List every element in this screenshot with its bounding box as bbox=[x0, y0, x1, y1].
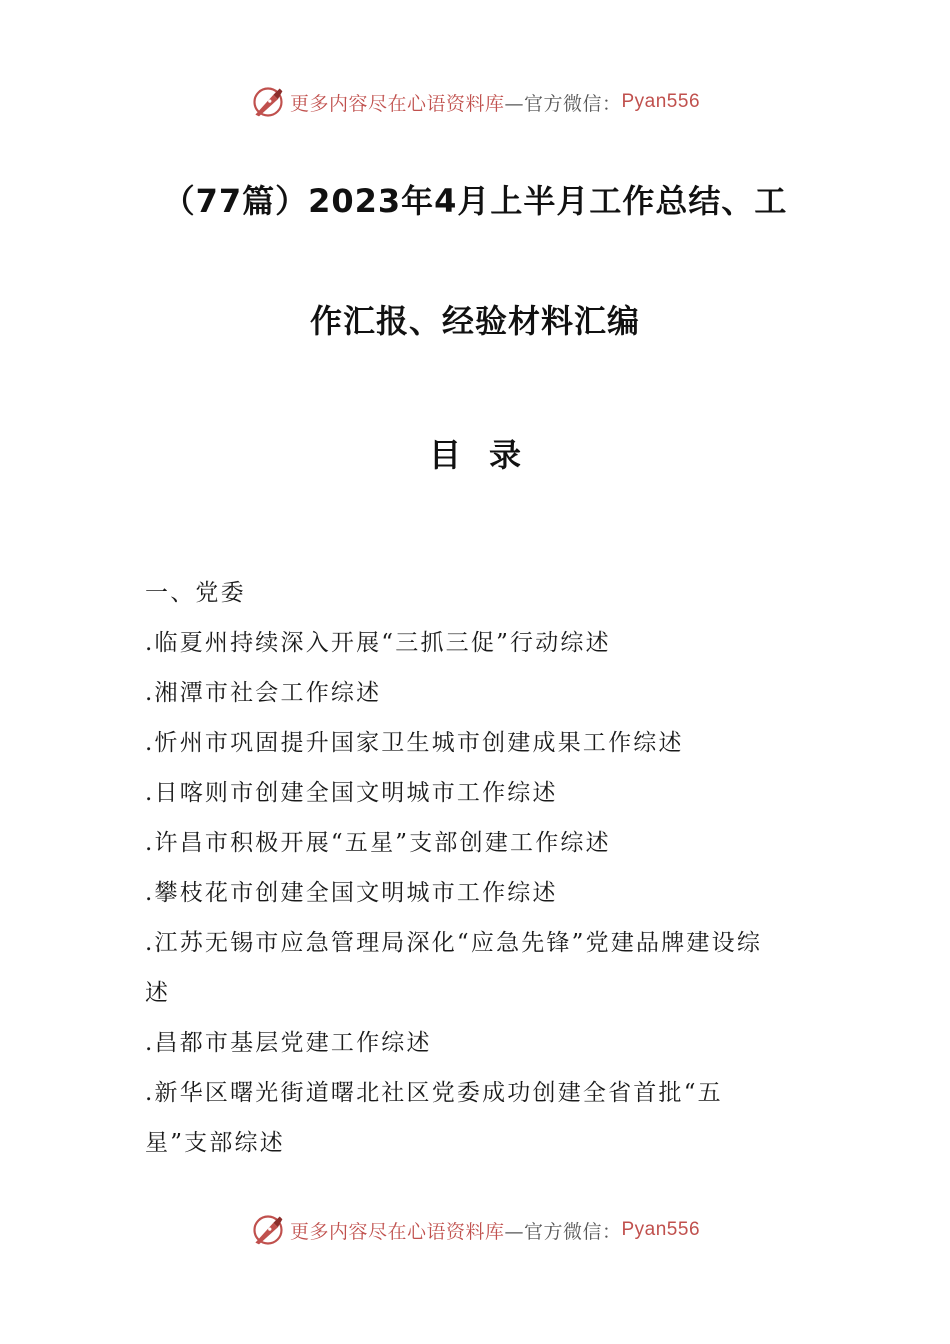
banner-official-text: —官方微信： bbox=[504, 92, 622, 115]
toc-item[interactable]: .忻州市巩固提升国家卫生城市创建成果工作综述 bbox=[145, 730, 684, 756]
toc-heading-char-1: 目 bbox=[428, 436, 461, 474]
toc-item[interactable]: .日喀则市创建全国文明城市工作综述 bbox=[145, 780, 558, 806]
toc-item[interactable]: .攀枝花市创建全国文明城市工作综述 bbox=[145, 880, 558, 906]
banner-official-text: —官方微信： bbox=[504, 1220, 622, 1243]
toc-item[interactable]: .江苏无锡市应急管理局深化“应急先锋”党建品牌建设综 bbox=[145, 930, 763, 956]
toc-section-title: 一、党委 bbox=[145, 580, 246, 606]
document-title-line-2: 作汇报、经验材料汇编 bbox=[309, 302, 640, 340]
banner-wechat-id: Pyan556 bbox=[621, 91, 701, 112]
banner-site-text: 更多内容尽在心语资料库 bbox=[289, 92, 505, 115]
pen-nib-logo-icon bbox=[250, 1212, 286, 1248]
document-title-line-1: （77篇）2023年4月上半月工作总结、工 bbox=[162, 182, 788, 220]
banner-wechat-id: Pyan556 bbox=[621, 1219, 701, 1240]
table-of-contents bbox=[145, 568, 810, 1168]
banner-site-text: 更多内容尽在心语资料库 bbox=[289, 1220, 505, 1243]
toc-item[interactable]: .湘潭市社会工作综述 bbox=[145, 680, 382, 706]
footer-banner bbox=[0, 1212, 950, 1248]
header-banner bbox=[0, 84, 950, 120]
toc-item[interactable]: .许昌市积极开展“五星”支部创建工作综述 bbox=[145, 830, 611, 856]
toc-item[interactable]: .昌都市基层党建工作综述 bbox=[145, 1030, 432, 1056]
pen-nib-logo-icon bbox=[250, 84, 286, 120]
toc-item-continued[interactable]: 星”支部综述 bbox=[145, 1130, 285, 1156]
toc-heading bbox=[0, 430, 950, 476]
toc-item[interactable]: .临夏州持续深入开展“三抓三促”行动综述 bbox=[145, 630, 611, 656]
toc-item[interactable]: .新华区曙光街道曙北社区党委成功创建全省首批“五 bbox=[145, 1080, 723, 1106]
toc-item-continued[interactable]: 述 bbox=[145, 980, 171, 1006]
toc-heading-char-2: 录 bbox=[489, 436, 522, 474]
